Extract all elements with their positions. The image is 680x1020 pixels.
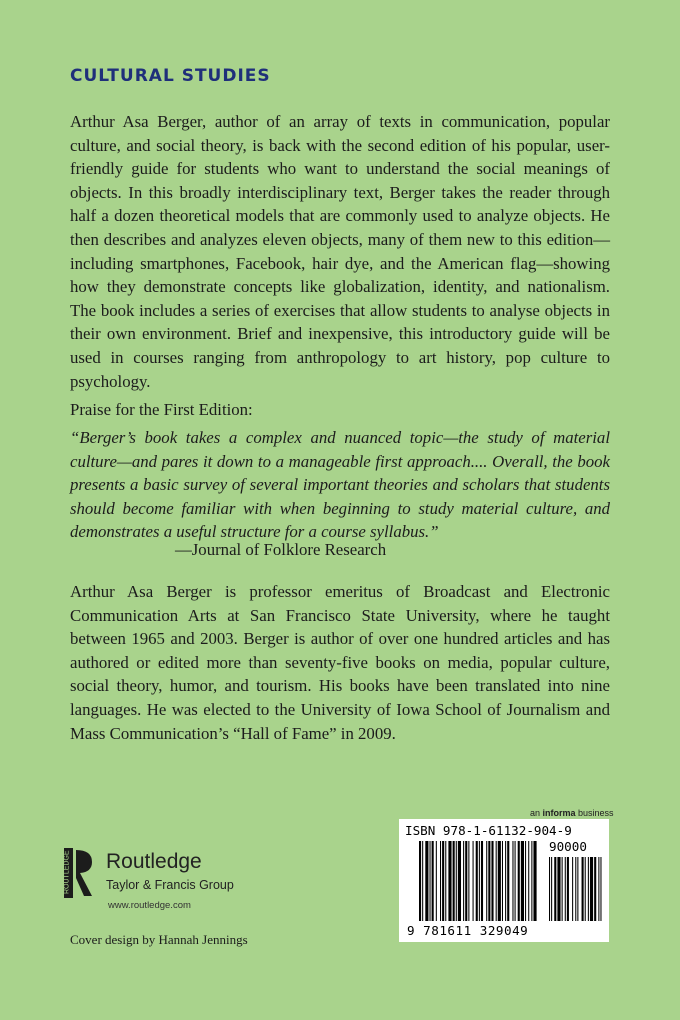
barcode-addon-bar xyxy=(557,857,560,921)
barcode-bar xyxy=(468,841,469,921)
barcode-bar xyxy=(458,841,461,921)
barcode-bar xyxy=(453,841,455,921)
barcode-bar xyxy=(448,841,451,921)
barcode-addon-bar xyxy=(594,857,596,921)
barcode-panel xyxy=(399,819,609,942)
barcode-bar xyxy=(473,841,474,921)
barcode-bar xyxy=(496,841,497,921)
barcode-addon-bar xyxy=(551,857,552,921)
barcode-bar xyxy=(515,841,516,921)
barcode-addon-bar xyxy=(585,857,586,921)
publisher-logo xyxy=(64,848,254,900)
barcode-bar xyxy=(425,841,428,921)
barcode-bar xyxy=(432,841,434,921)
barcode-bar xyxy=(476,841,478,921)
barcode-bar xyxy=(430,841,431,921)
routledge-r-icon xyxy=(64,848,94,898)
barcode-addon-bar xyxy=(567,857,569,921)
barcode-addon-bar xyxy=(575,857,576,921)
barcode-bar xyxy=(479,841,480,921)
barcode-addon-bar xyxy=(565,857,566,921)
cover-credit: Cover design by Hannah Jennings xyxy=(70,932,248,947)
barcode-bar xyxy=(456,841,457,921)
barcode-addon-bar xyxy=(600,857,601,921)
praise-quote: “Berger’s book takes a complex and nuanced topic—the study of material culture—and pares it down to a manageable first approach.... Overall, the book presents a basic survey of several important theories and scholars that students should become familiar with when beginning to study material culture, and demonstrates a useful structure for a course syllabus.” xyxy=(70,428,610,542)
isbn-label: ISBN 978-1-61132-904-9 xyxy=(405,823,572,838)
informa-tag xyxy=(530,808,614,818)
barcode-bar xyxy=(498,841,501,921)
barcode-bar xyxy=(502,841,503,921)
barcode-bar xyxy=(512,841,513,921)
barcode-addon-bar xyxy=(562,857,563,921)
category-heading: CULTURAL STUDIES xyxy=(70,66,271,86)
author-bio: Arthur Asa Berger is professor emeritus of Broadcast and Electronic Communication Arts at San Francisco State University, where he taught between 1965 and 2003. Berger is author of over one hundred articles and has authored or edited more than seventy-five books on media, popular culture, social theory, humor, and tourism. His books have been translated into nine languages. He was elected to the University of Iowa School of Journalism and Mass Communication’s “Hall of Fame” in 2009. xyxy=(70,582,610,743)
barcode-addon-bar xyxy=(572,857,573,921)
barcode-addon-bar xyxy=(554,857,556,921)
routledge-vertical-text: ROUTLEDGE xyxy=(64,850,71,894)
informa-suffix: business xyxy=(575,808,614,818)
barcode-bar xyxy=(507,841,509,921)
barcode-digits: 9 781611 329049 xyxy=(407,923,529,938)
barcode-bar xyxy=(440,841,441,921)
barcode-bar xyxy=(463,841,464,921)
book-description: Arthur Asa Berger, author of an array of texts in communication, popular culture, and social theory, is back with the second edition of his popular, user-friendly guide for students who want to understand the social meanings of objects. In this broadly interdisciplinary text, Berger takes the reader through half a dozen theoretical models that are commonly used to analyze objects. He then describes and analyzes eleven objects, many of them new to this edition—including smartphones, Facebook, hair dye, and the American flag—showing how they demonstrate concepts like globalization, identity, and nationalism. The book includes a series of exercises that allow students to analyse objects in their own environment. Brief and inexpensive, this introductory guide will be used in courses ranging from anthropology to art history, pop culture to psychology. xyxy=(70,112,610,391)
barcode-addon-bar xyxy=(590,857,593,921)
informa-brand: informa xyxy=(542,808,576,818)
barcode-addon-bar xyxy=(577,857,578,921)
praise-attribution: —Journal of Folklore Research xyxy=(175,540,387,559)
barcode-bar xyxy=(525,841,526,921)
barcode-bar xyxy=(481,841,483,921)
publisher-website: www.routledge.com xyxy=(108,900,191,911)
praise-heading: Praise for the First Edition: xyxy=(70,400,253,419)
barcode-bar xyxy=(436,841,437,921)
barcode-addon-bar xyxy=(588,857,589,921)
informa-prefix: an xyxy=(530,808,543,818)
barcode-bar xyxy=(419,841,421,921)
barcode-bar xyxy=(486,841,487,921)
barcode-bar xyxy=(521,841,524,921)
barcode-bar xyxy=(465,841,467,921)
barcode-bar xyxy=(533,841,536,921)
barcode-bar xyxy=(518,841,520,921)
barcode-bar xyxy=(491,841,493,921)
publisher-group: Taylor & Francis Group xyxy=(106,878,234,892)
barcode-bar xyxy=(442,841,444,921)
barcode-bar xyxy=(531,841,532,921)
barcode-bar xyxy=(422,841,423,921)
price-code: 90000 xyxy=(549,839,587,854)
barcode-addon-bar xyxy=(598,857,599,921)
barcode-bar xyxy=(505,841,506,921)
barcode-bar xyxy=(488,841,490,921)
barcode-bar xyxy=(445,841,446,921)
barcode-addon-bar xyxy=(582,857,584,921)
publisher-name: Routledge xyxy=(106,850,202,873)
barcode-bar xyxy=(528,841,529,921)
barcode-addon-bar xyxy=(549,857,550,921)
